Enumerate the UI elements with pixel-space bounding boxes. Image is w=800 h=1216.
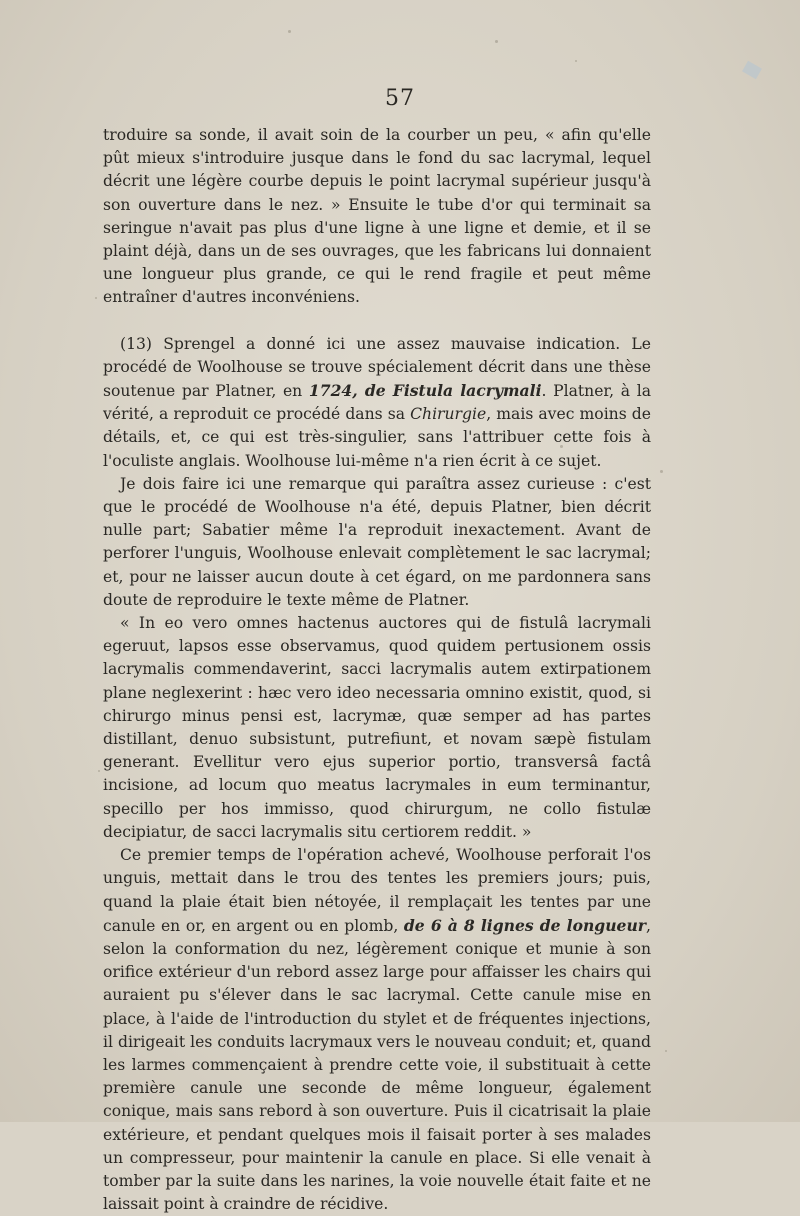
emphasized-text: Chirurgie bbox=[410, 405, 487, 424]
emphasized-text: 1724, de Fistula lacrymali bbox=[308, 381, 542, 401]
page-number: 57 bbox=[385, 86, 415, 111]
text-run: , mais avec moins de détails, et, ce qui est très-singulier, sans l'attribuer cette fois à l'oculiste anglais. Woolhouse lui-même n'a rien écrit à ce sujet. bbox=[103, 405, 652, 470]
text-run: (13) Sprengel a donné ici une assez mauvaise indication. Le procédé de Woolhouse se trouve spécialement décrit dans une thèse soutenue par Platner, en bbox=[103, 334, 651, 401]
text-run: Ce premier temps de l'opération achevé, Woolhouse perforait l'os unguis, mettait dans le trou des tentes les premiers jours; puis, quand la plaie était bien nétoyée, il remplaçait les tentes par une canule en or, en argent ou en plomb, bbox=[103, 846, 651, 935]
paragraph-note-13 bbox=[103, 333, 651, 473]
paper-speck bbox=[495, 40, 498, 43]
text-run: . Platner, à la vérité, a reproduit ce procédé dans sa bbox=[103, 382, 652, 424]
paper-speck bbox=[560, 445, 563, 448]
paragraph-procedure bbox=[103, 844, 651, 1216]
text-run: , selon la conformation du nez, légèrement conique et munie à son orifice extérieur d'un rebord assez large pour affaisser les chairs qui auraient pu s'élever dans le sac lacrymal. Cette canule mise en place, à l'aide de l'introduction du stylet et de fréquentes injections, il dirigeait les conduits lacrymaux vers le nouveau conduit; et, quand les larmes commençaient à prendre cette voie, il substituait à cette première canule une seconde de même longueur, également conique, mais sans rebord à son ouverture. Puis il cicatrisait la plaie extérieure, et pendant quelques mois il faisait porter à ses malades un compresseur, pour maintenir la canule en place. Si elle venait à tomber par la suite dans les narines, la voie nouvelle était faite et ne laissait point à craindre de récidive. bbox=[103, 916, 651, 1214]
paper-speck bbox=[575, 60, 577, 62]
paragraph-remark bbox=[103, 473, 651, 612]
paper-speck bbox=[660, 470, 663, 473]
text-run: Je dois faire ici une remarque qui paraîtra assez curieuse : c'est que le procédé de Woolhouse n'a été, depuis Platner, bien décrit nulle part; Sabatier même l'a reproduit inexactement. Avant de perforer l'unguis, Woolhouse enlevait complètement le sac lacrymal; et, pour ne laisser aucun doute à cet égard, on me pardonnera sans doute de reproduire le texte même de Platner. bbox=[103, 474, 651, 609]
emphasized-text: de 6 à 8 lignes de longueur bbox=[403, 915, 647, 935]
paragraph-continuation bbox=[103, 124, 651, 310]
paper-speck bbox=[288, 30, 291, 33]
text-run: « In eo vero omnes hactenus auctores qui de fistulâ lacrymali egeruut, lapsos esse observamus, quod quidem pertusionem ossis lacrymalis commendaverint, sacci lacrymalis autem extirpationem plane neglexerint : hæc vero ideo necessaria omnino existit, quod, si chirurgo minus pensi est, lacrymæ, quæ semper ad has partes distillant, denuo subsistunt, putrefiunt, et novam sæpè fistulam generant. Evellitur vero ejus superior portio, transversâ factâ incisione, ad locum quo meatus lacrymales in eum terminantur, specillo per hos immisso, quod chirurgum, ne collo fistulæ decipiatur, de sacci lacrymalis situ certiorem reddit. » bbox=[103, 614, 651, 841]
text-run: troduire sa sonde, il avait soin de la courber un peu, « afin qu'elle pût mieux s'introduire jusque dans le fond du sac lacrymal, lequel décrit une légère courbe depuis le point lacrymal supérieur jusqu'à son ouverture dans le nez. » Ensuite le tube d'or qui terminait sa seringue n'avait pas plus d'une ligne à une ligne et demie, et il se plaint déjà, dans un de ses ouvrages, que les fabricans lui donnaient une longueur plus grande, ce qui le rend fragile et peut même entraîner d'autres inconvéniens. bbox=[103, 126, 651, 307]
paragraph-latin-quote bbox=[103, 612, 651, 844]
body-text bbox=[103, 124, 651, 1216]
paper-speck bbox=[98, 770, 100, 772]
paper-speck bbox=[665, 1050, 667, 1052]
paper-speck bbox=[520, 1045, 523, 1048]
paper-speck bbox=[95, 297, 97, 299]
paper-stain bbox=[742, 61, 762, 79]
